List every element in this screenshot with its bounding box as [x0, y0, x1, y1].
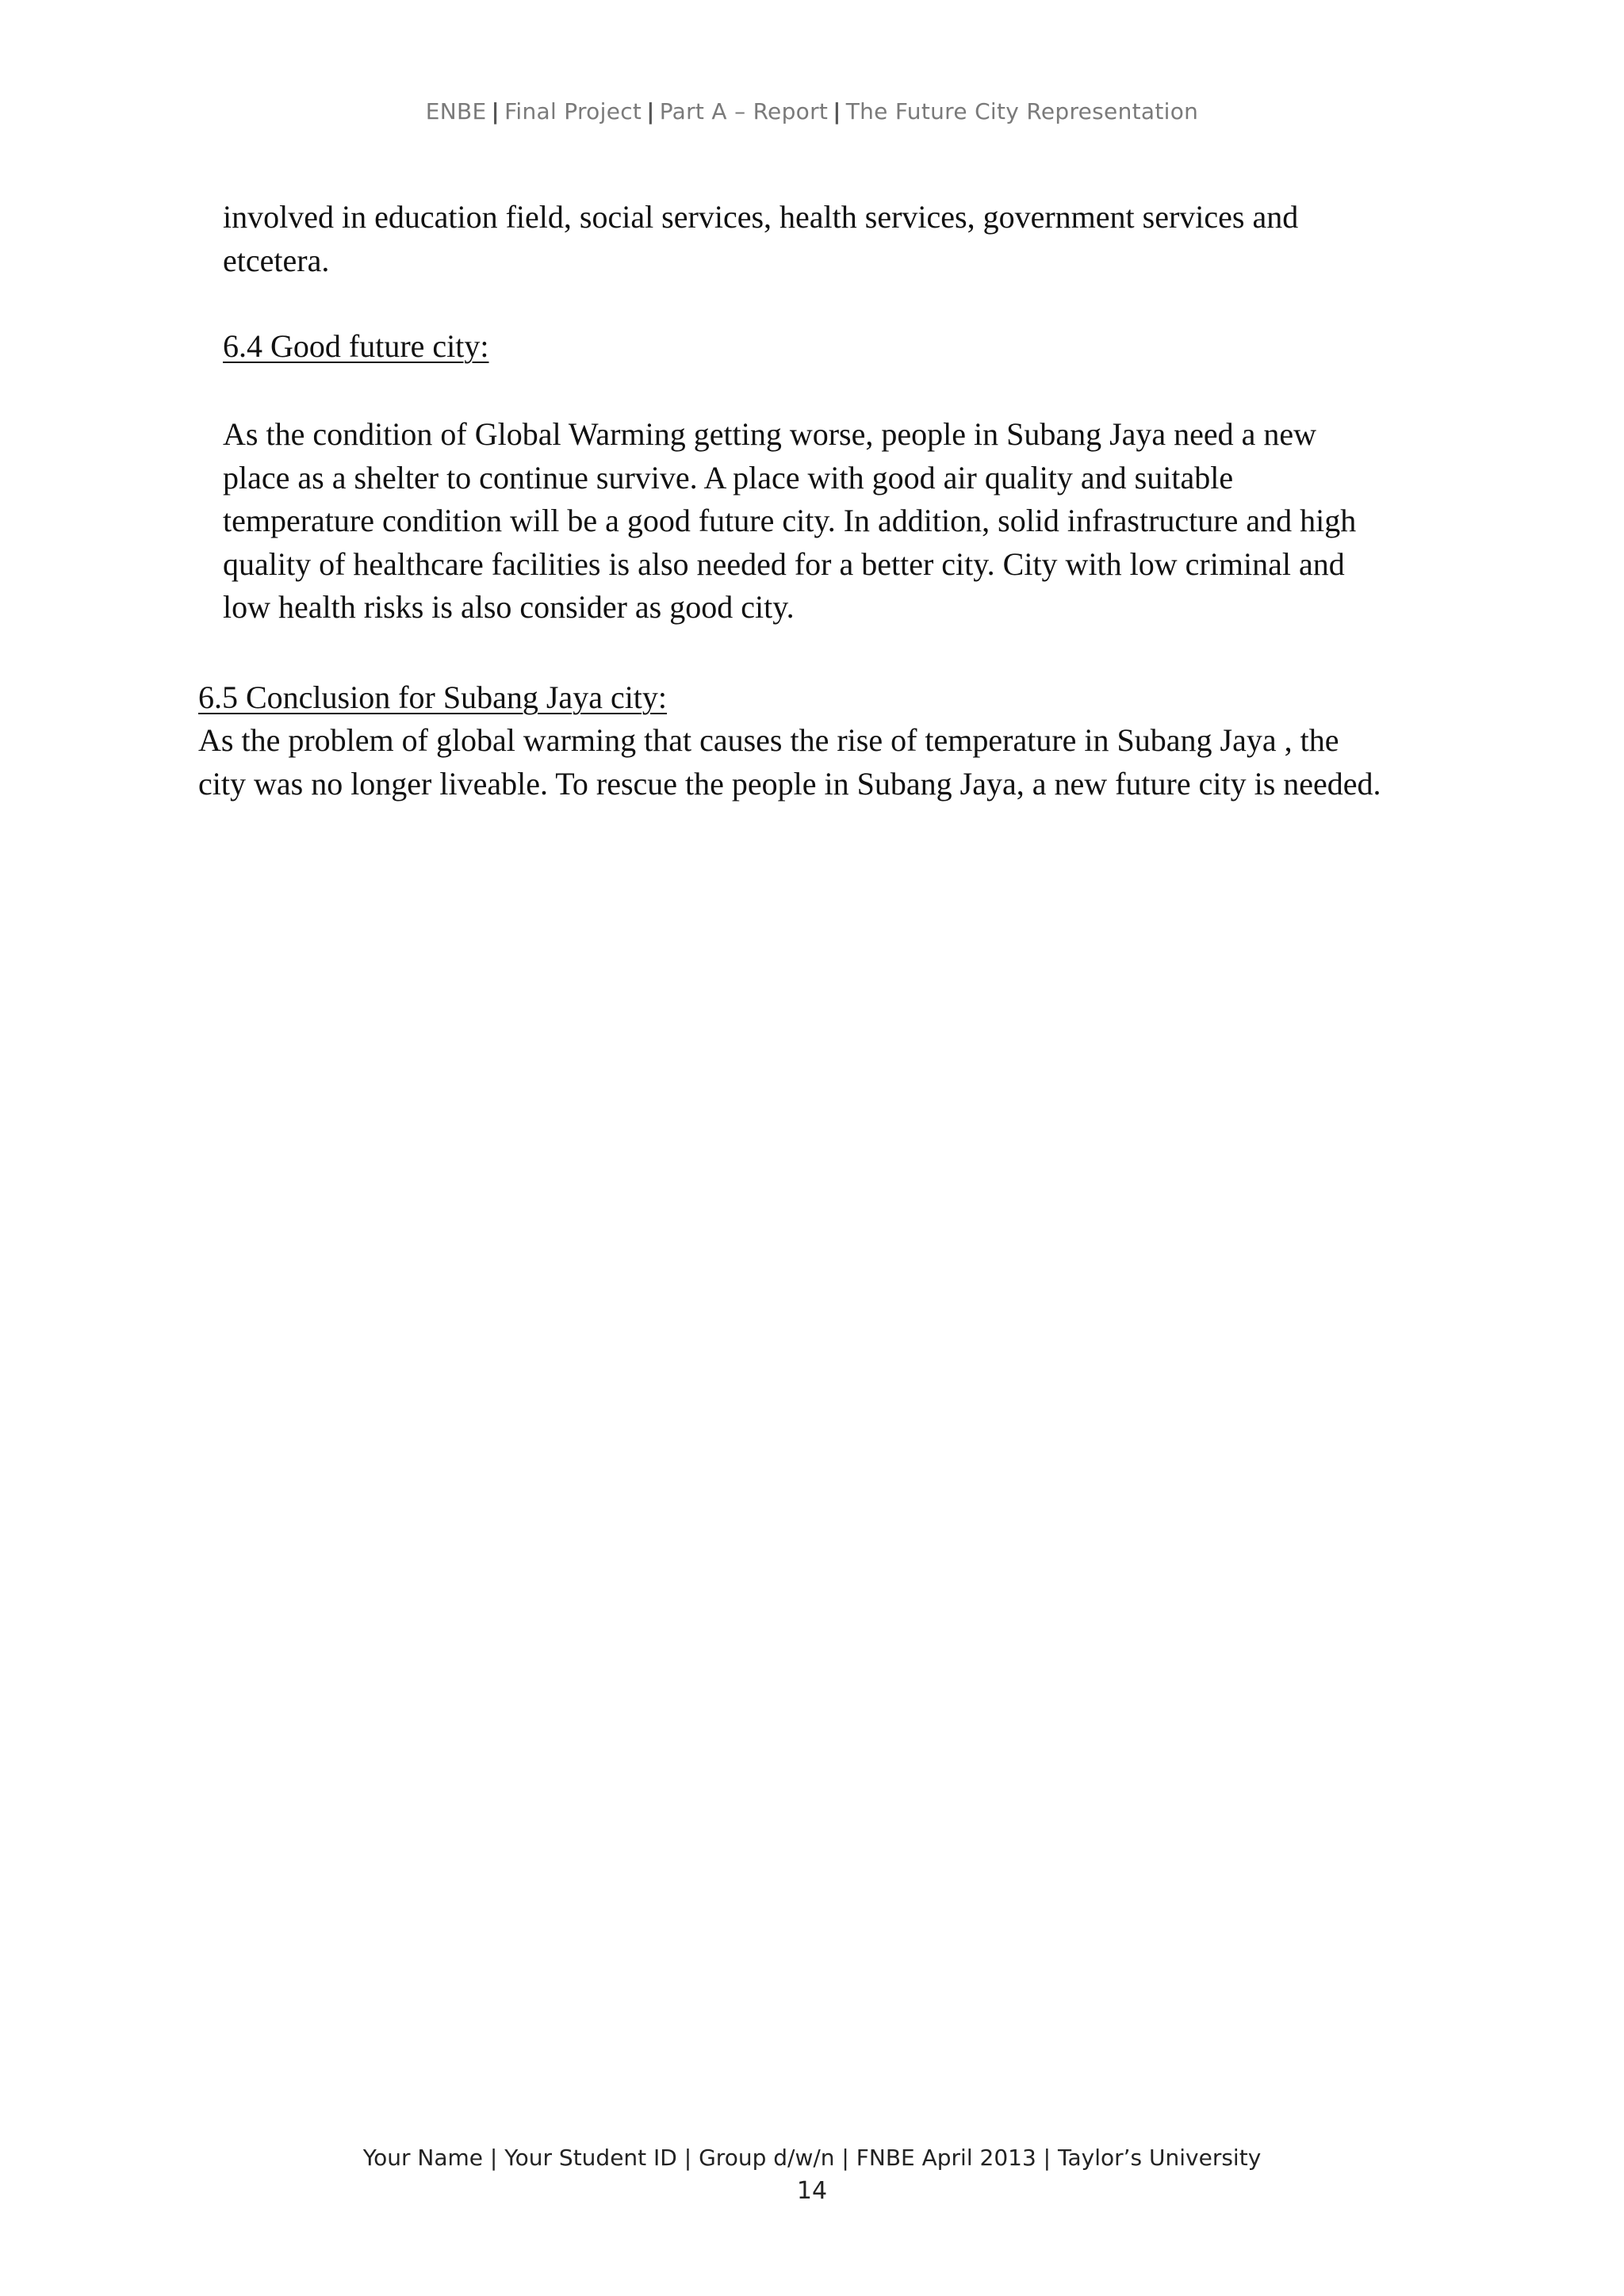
paragraph-line: quality of healthcare facilities is also needed for a better city. City with low criminal and — [223, 545, 1345, 582]
header-course: ENBE — [425, 98, 487, 124]
header-separator: | — [646, 98, 655, 124]
paragraph-line: temperature condition will be a good future city. In addition, solid infrastructure and high — [223, 503, 1357, 538]
paragraph-line: place as a shelter to continue survive. A place with good air quality and suitable — [223, 459, 1234, 496]
section-6-4-paragraph — [223, 413, 1412, 629]
paragraph-line: low health risks is also consider as good city. — [223, 589, 795, 625]
paragraph-line: etcetera. — [223, 242, 330, 278]
section-heading-6-4: 6.4 Good future city: — [223, 328, 489, 364]
paragraph-line: involved in education field, social services, health services, government services and — [223, 199, 1299, 235]
continuation-paragraph — [223, 196, 1412, 282]
paragraph-line: city was no longer liveable. To rescue the people in Subang Jaya, a new future city is needed. — [198, 765, 1381, 802]
header-part: Part A – Report — [659, 98, 829, 124]
page-number: 14 — [796, 2177, 828, 2205]
section-6-5-paragraph — [198, 719, 1435, 806]
running-header — [0, 98, 1624, 124]
running-footer: Your Name | Your Student ID | Group d/w/n | FNBE April 2013 | Taylor’s University — [362, 2145, 1262, 2171]
header-separator: | — [833, 98, 841, 124]
header-title: The Future City Representation — [845, 98, 1199, 124]
header-separator: | — [491, 98, 500, 124]
header-project: Final Project — [504, 98, 642, 124]
paragraph-line: As the problem of global warming that causes the rise of temperature in Subang Jaya , the — [198, 722, 1339, 758]
paragraph-line: As the condition of Global Warming getting worse, people in Subang Jaya need a new — [223, 416, 1317, 452]
section-heading-6-5: 6.5 Conclusion for Subang Jaya city: — [198, 679, 668, 715]
